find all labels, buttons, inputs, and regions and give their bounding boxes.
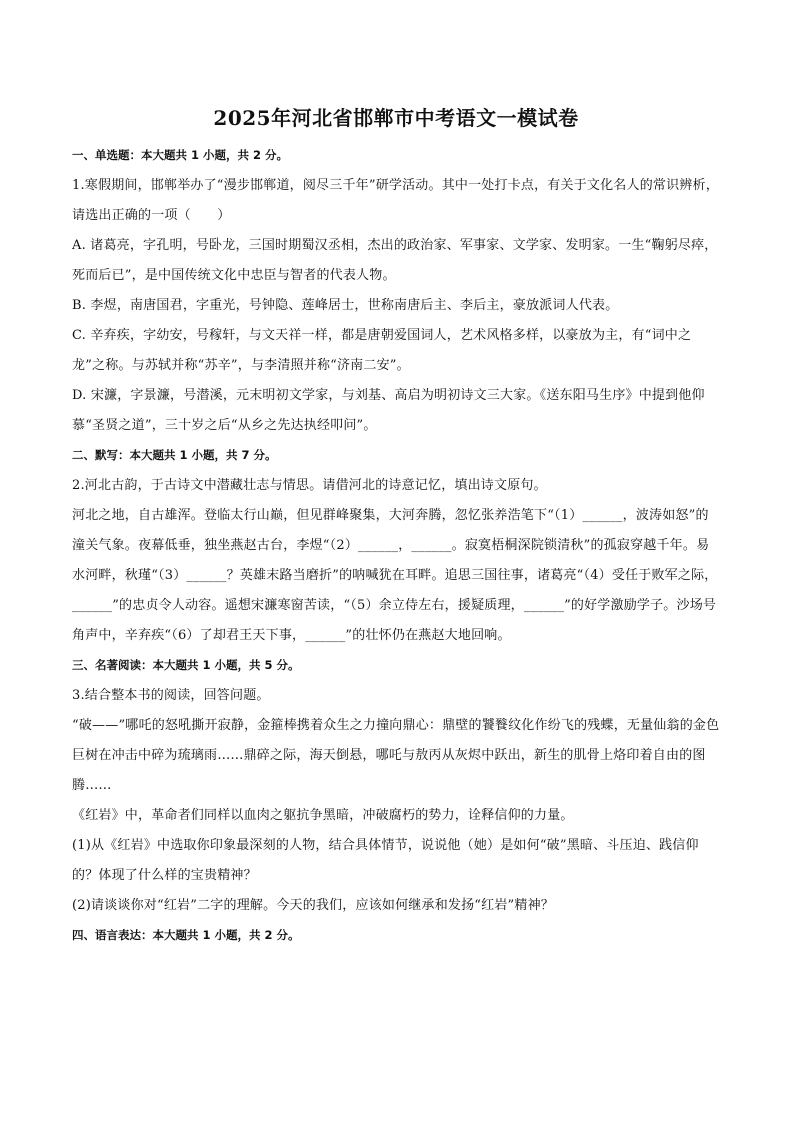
question-3-sub-1: (1)从《红岩》中选取你印象最深刻的人物，结合具体情节，说说他（她）是如何“破”黑暗、斗压迫、践信仰的？体现了什么样的宝贵精神？	[72, 838, 699, 883]
question-3-stem: 3.结合整本书的阅读，回答问题。	[72, 688, 270, 703]
question-2-passage: 河北之地，自古雄浑。登临太行山巅，但见群峰聚集，大河奔腾，忽忆张养浩笔下“（1）______，波涛如怒”的潼关气象。夜幕低垂，独坐燕赵古台，李煜“（2）______，______。寂寞梧桐深院锁清秋”的孤寂穿越千年。易水河畔，秋瑾“（3）______？英雄末路当磨折”的呐喊犹在耳畔。追思三国往事，诸葛亮“（4）受任于败军之际，______”的忠贞令人动容。遥想宋濂寒窗苦读，“（5）余立侍左右，援疑质理，______”的好学激励学子。沙场号角声中，辛弃疾“（6）了却君王天下事，______”的壮怀仍在燕赵大地回响。	[72, 508, 718, 643]
question-1-option-d: D. 宋濂，字景濂，号潜溪，元末明初文学家，与刘基、高启为明初诗文三大家。《送东阳马生序》中提到他仰慕“圣贤之道”，三十岁之后“从乡之先达执经叩问”。	[72, 388, 705, 433]
question-3-context: 《红岩》中，革命者们同样以血肉之躯抗争黑暗，冲破腐朽的势力，诠释信仰的力量。	[72, 808, 574, 823]
exam-content	[72, 145, 720, 945]
section-heading-1: 一、单选题：本大题共 1 小题，共 2 分。	[72, 148, 289, 162]
question-3-sub-2: (2)请谈谈你对“红岩”二字的理解。今天的我们，应该如何继承和发扬“红岩”精神？	[72, 898, 554, 913]
section-heading-4: 四、语言表达：本大题共 1 小题，共 2 分。	[72, 928, 300, 942]
section-heading-2: 二、默写：本大题共 1 小题，共 7 分。	[72, 448, 277, 462]
exam-title: 2025年河北省邯郸市中考语文一模试卷	[213, 106, 579, 130]
question-3-passage: “破——”哪吒的怒吼撕开寂静，金箍棒携着众生之力撞向鼎心：鼎壁的饕餮纹化作纷飞的残蝶，无量仙翁的金色巨树在冲击中碎为琉璃雨……鼎碎之际，海天倒悬，哪吒与敖丙从灰烬中跃出，新生的肌骨上烙印着自由的图腾……	[72, 718, 720, 793]
question-1-option-a: A. 诸葛亮，字孔明，号卧龙，三国时期蜀汉丞相，杰出的政治家、军事家、文学家、发明家。一生“鞠躬尽瘁，死而后已”，是中国传统文化中忠臣与智者的代表人物。	[72, 238, 718, 283]
question-1-option-c: C. 辛弃疾，字幼安，号稼轩，与文天祥一样，都是唐朝爱国词人，艺术风格多样，以豪放为主，有“词中之龙”之称。与苏轼并称“苏辛”，与李清照并称“济南二安”。	[72, 328, 692, 373]
question-1-stem: 1.寒假期间，邯郸举办了“漫步邯郸道，阅尽三千年”研学活动。其中一处打卡点，有关于文化名人的常识辨析，请选出正确的一项（ ）	[72, 178, 719, 223]
question-2-stem: 2.河北古韵，于古诗文中潜藏壮志与情思。请借河北的诗意记忆，填出诗文原句。	[72, 478, 547, 493]
section-heading-3: 三、名著阅读：本大题共 1 小题，共 5 分。	[72, 658, 300, 672]
question-1-option-b: B. 李煜，南唐国君，字重光，号钟隐、莲峰居士，世称南唐后主、李后主，豪放派词人代表。	[72, 298, 619, 313]
